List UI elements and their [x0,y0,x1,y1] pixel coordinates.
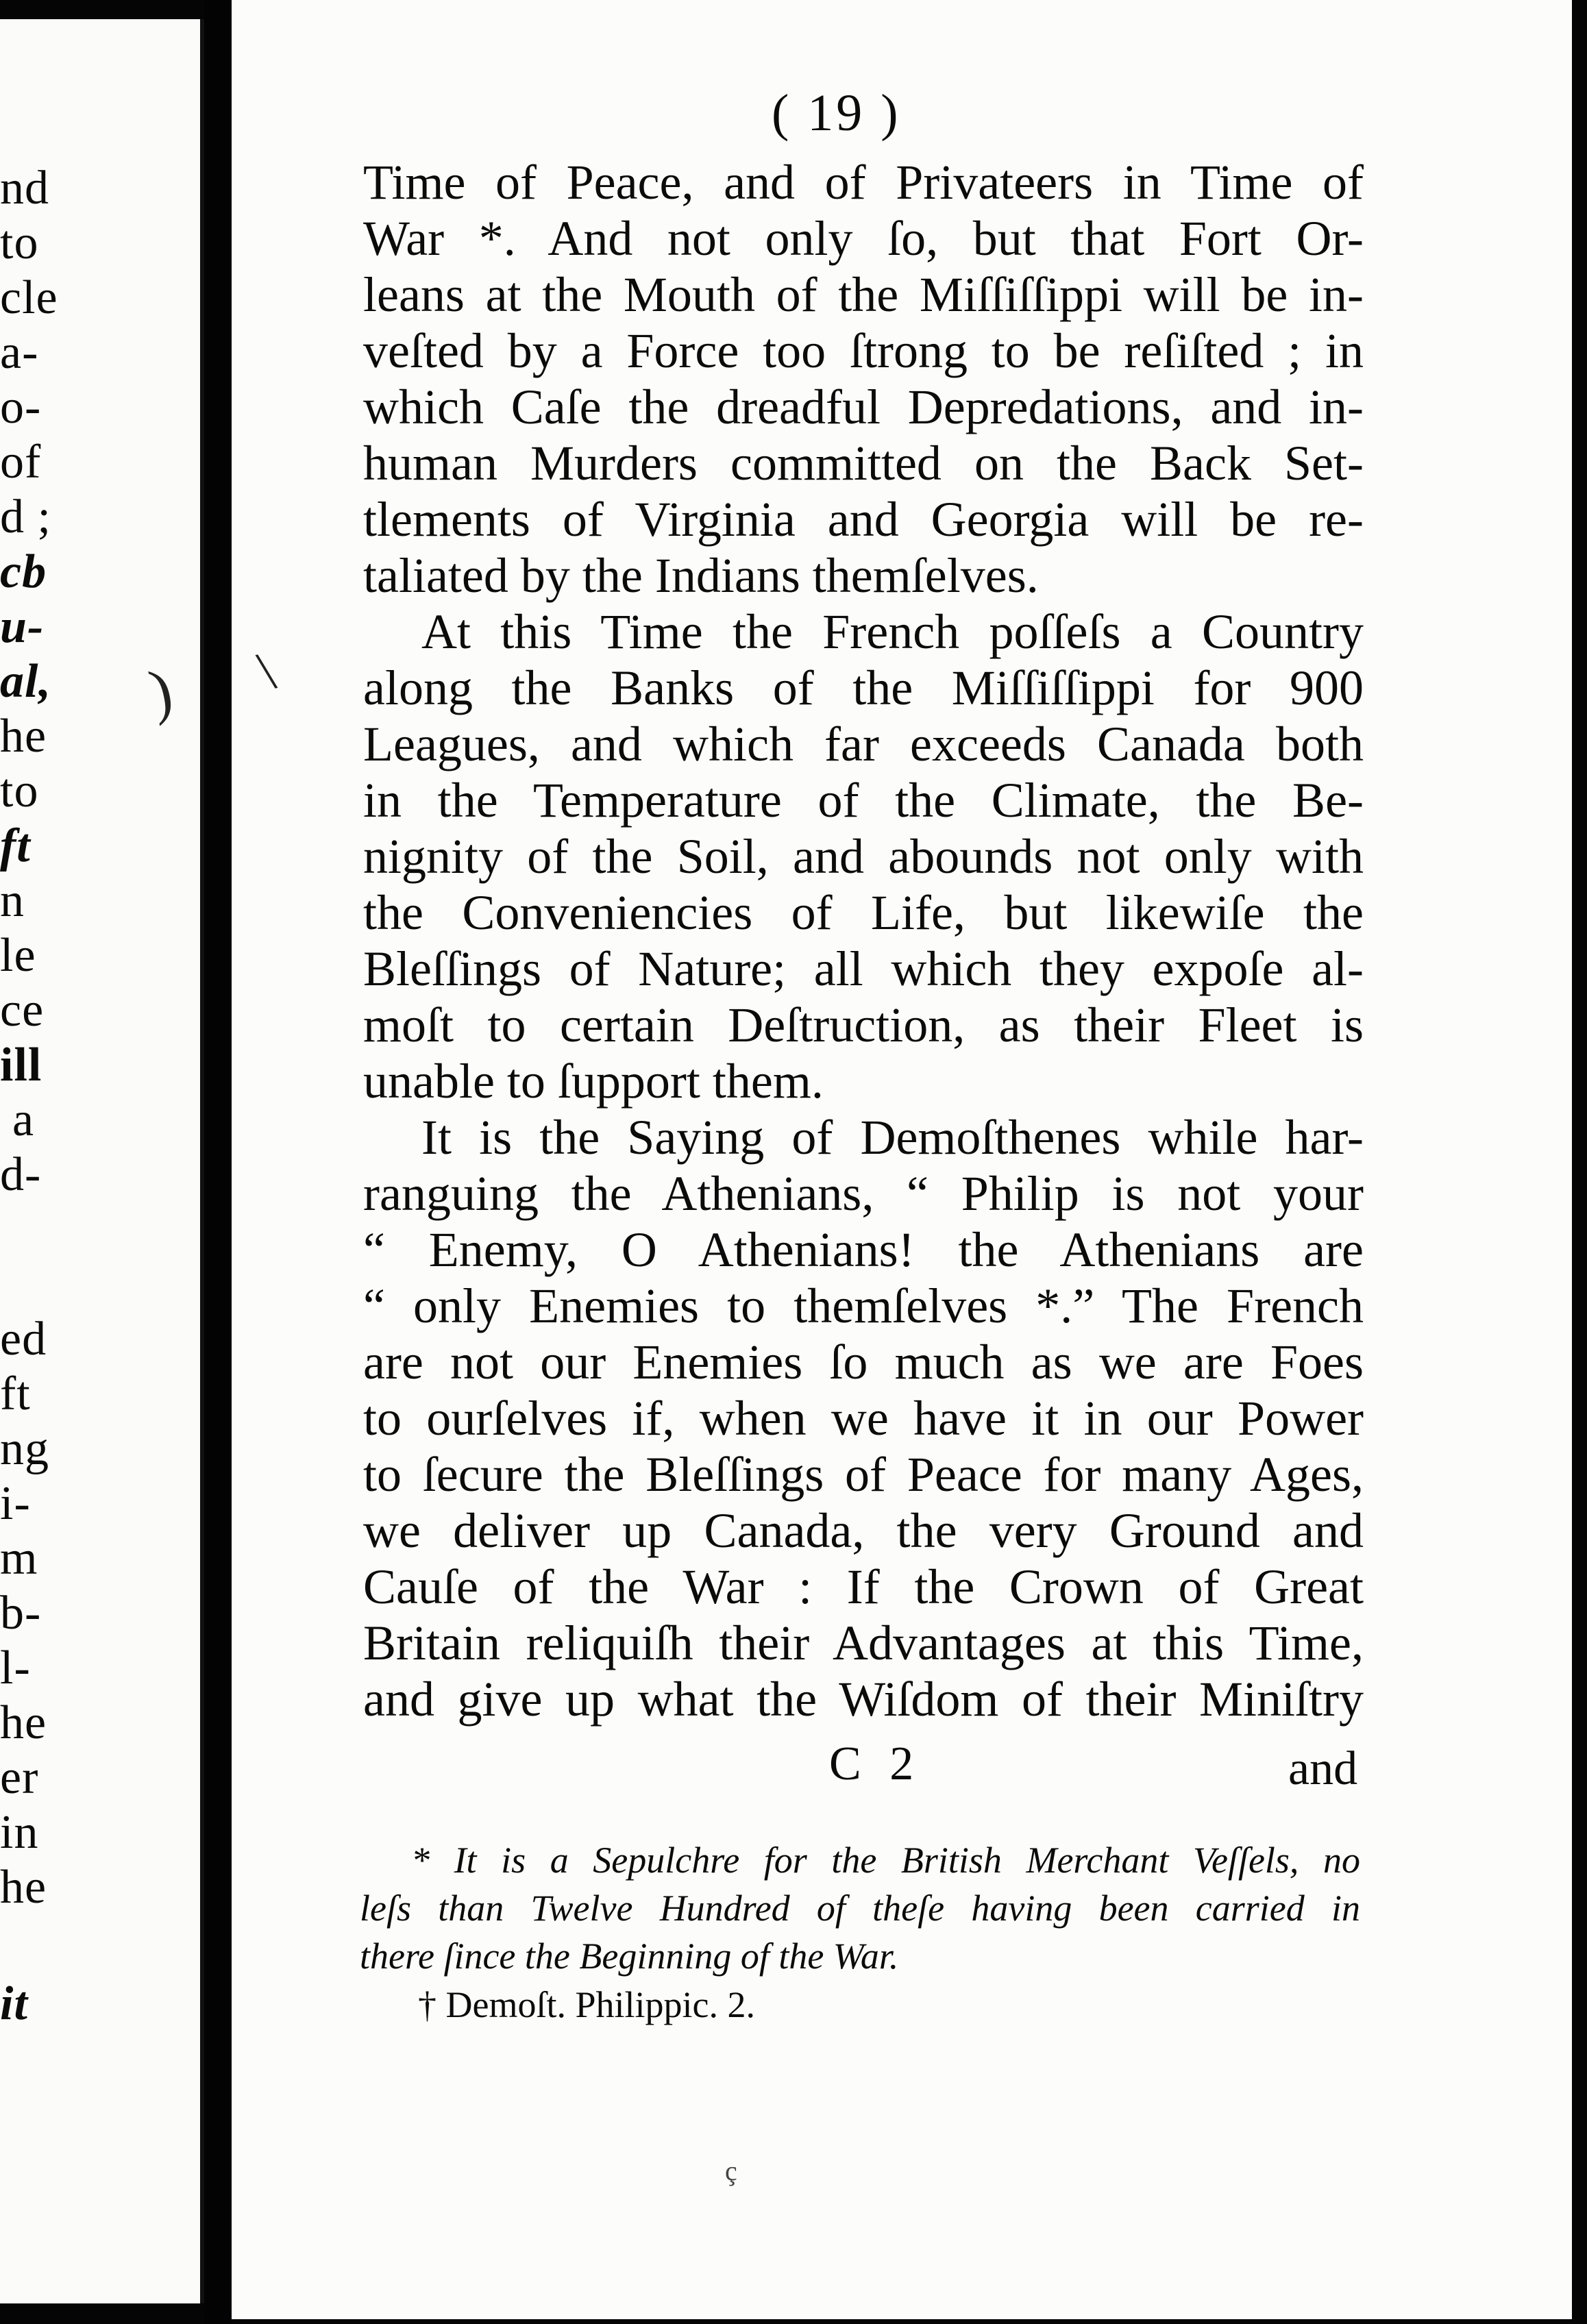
catchword: and [1288,1742,1358,1795]
text-line: Leagues, and which far exceeds Canada both [363,717,1364,771]
book-gutter [204,0,232,2324]
facing-page-fragment: er [0,1751,39,1804]
ink-mark: ) [144,656,178,728]
text-line: “ only Enemies to themſelves *.” The French [363,1278,1364,1333]
text-line: we deliver up Canada, the very Ground and [363,1503,1364,1558]
text-line: the Conveniencies of Life, but likewiſe the [363,885,1364,940]
footnote-line: leſs than Twelve Hundred of theſe having been carried in [360,1888,1360,1929]
facing-page-fragment: u- [0,600,45,653]
text-line: moſt to certain Deſtruction, as their Fleet is [363,998,1364,1052]
text-line: in the Temperature of the Climate, the Be- [363,773,1364,828]
text-line: human Murders committed on the Back Set- [363,436,1364,491]
facing-page-fragment: ft [0,1368,31,1420]
text-line: and give up what the Wiſdom of their Miniſtry [363,1672,1364,1727]
text-line: tlements of Virginia and Georgia will be re- [363,492,1364,547]
text-line: nignity of the Soil, and abounds not only with [363,829,1364,884]
footnote-line: * It is a Sepulchre for the British Merchant Veſſels, no [411,1840,1360,1881]
footnote-line: there ſince the Beginning of the War. [360,1936,899,1977]
text-line: to ſecure the Bleſſings of Peace for many Ages, [363,1447,1364,1502]
facing-page-fragment: a [12,1093,35,1146]
facing-page-fragment: b- [0,1587,42,1640]
facing-page-fragment: ng [0,1422,49,1475]
facing-page-fragment: to [0,217,39,269]
text-line: along the Banks of the Miſſiſſippi for 900 [363,660,1364,715]
text-line: which Caſe the dreadful Depredations, and in- [363,380,1364,434]
facing-page-fragment: o- [0,381,42,434]
text-line: to ourſelves if, when we have it in our Power [363,1391,1364,1446]
facing-page-fragment: n [0,874,25,927]
facing-page-fragment: ill [0,1039,42,1091]
facing-page-fragment: l- [0,1642,31,1694]
footnote-line: † Demoſt. Philippic. 2. [418,1984,755,2025]
text-line: ranguing the Athenians, “ Philip is not your [363,1166,1364,1221]
facing-page-fragment: ce [0,984,45,1037]
facing-page-fragment: nd [0,162,49,214]
facing-page-fragment: he [0,710,47,763]
page-number: ( 19 ) [772,84,901,142]
facing-page-fragment: ft [0,819,31,872]
text-line: At this Time the French poſſeſs a Country [421,604,1364,659]
signature-mark: C 2 [829,1738,922,1790]
text-line: Cauſe of the War : If the Crown of Great [363,1559,1364,1614]
facing-page-fragment: cle [0,271,58,324]
text-line: Bleſſings of Nature; all which they expoſe al- [363,941,1364,996]
facing-page-fragment: to [0,765,39,817]
facing-page-fragment: ed [0,1313,47,1365]
facing-page-edge [0,19,204,2303]
facing-page-fragment: d- [0,1148,42,1201]
facing-page-fragment: cb [0,545,47,598]
text-line: “ Enemy, O Athenians! the Athenians are [363,1222,1364,1277]
facing-page-fragment: of [0,436,42,489]
text-line: Time of Peace, and of Privateers in Time of [363,155,1364,210]
facing-page-fragment: m [0,1532,38,1585]
facing-page-fragment: d ; [0,491,51,543]
facing-page-fragment: le [0,929,36,982]
facing-page-fragment: al, [0,655,51,708]
text-line: veſted by a Force too ſtrong to be reſiſted ; in [363,323,1364,378]
facing-page-fragment: i- [0,1477,31,1530]
text-line: taliated by the Indians themſelves. [363,548,1039,603]
facing-page-fragment: he [0,1861,47,1914]
ink-mark: \ [252,640,281,703]
text-line: War *. And not only ſo, but that Fort Or- [363,211,1364,266]
text-line: Britain reliquiſh their Advantages at this Time, [363,1616,1364,1670]
ink-speck: ç [725,2155,737,2186]
text-line: It is the Saying of Demoſthenes while har- [421,1110,1364,1165]
text-line: are not our Enemies ſo much as we are Foes [363,1335,1364,1389]
text-line: leans at the Mouth of the Miſſiſſippi will be in- [363,267,1364,322]
facing-page-fragment: it [0,1977,28,2030]
text-line: unable to ſupport them. [363,1054,824,1109]
facing-page-fragment: he [0,1696,47,1749]
facing-page-fragment: a- [0,326,39,379]
facing-page-fragment: in [0,1806,39,1859]
